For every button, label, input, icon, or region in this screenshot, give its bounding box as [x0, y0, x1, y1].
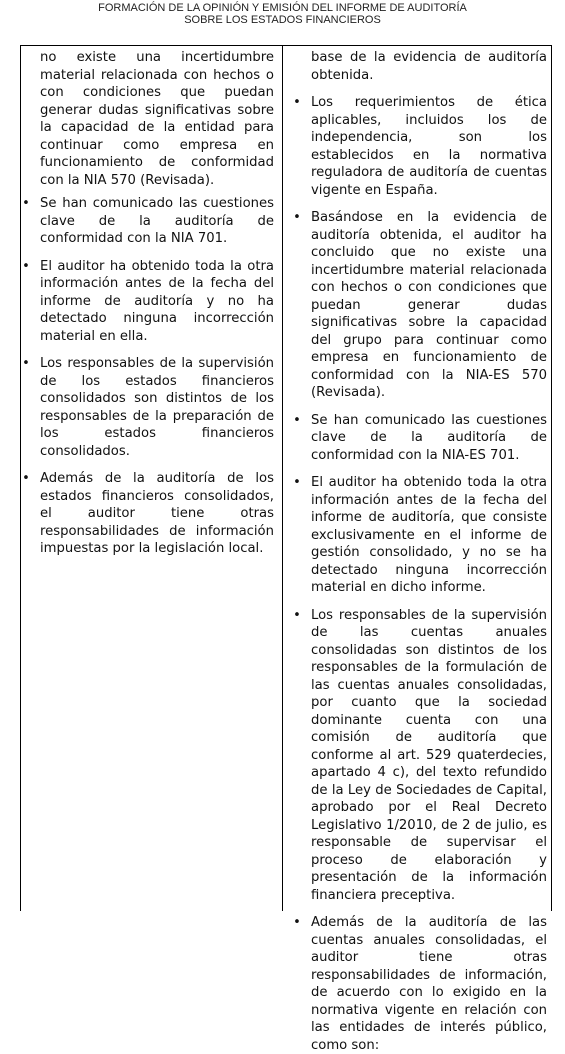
- right-list-item: [293, 209, 547, 402]
- right-list-item: [293, 94, 547, 199]
- right-list-item: [293, 914, 547, 1054]
- bullet-icon: •: [293, 915, 301, 930]
- right-list-item: [293, 474, 547, 597]
- right-item-text: El auditor ha obtenido toda la otra información antes de la fecha del informe de auditoría, que consiste exclusivamente en el informe de gestión consolidado, y no se ha detectado ninguna incorrección material en dicho informe.: [311, 475, 547, 595]
- right-column: [293, 45, 547, 1053]
- page-header: [0, 2, 565, 26]
- left-list-item: [22, 258, 274, 346]
- bullet-icon: •: [293, 607, 301, 623]
- left-continuation-text: no existe una incertidumbre material relacionada con hechos o con condiciones que puedan generar dudas significativas sobre la capacidad de la entidad para continuar como empresa en funcionamiento de conformidad con la NIA 570 (Revisada).: [40, 50, 274, 188]
- bullet-icon: •: [293, 475, 301, 490]
- column-divider: [282, 45, 283, 911]
- left-item-text: Además de la auditoría de los estados financieros consolidados, el auditor tiene otras responsabilidades de información impuestas por la legislación local.: [40, 471, 274, 556]
- right-list-item: [293, 607, 547, 905]
- right-list-item: [293, 412, 547, 465]
- right-continuation-text: base de la evidencia de auditoría obtenida.: [311, 50, 547, 83]
- right-item-text: Se han comunicado las cuestiones clave de la auditoría de conformidad con la NIA-ES 701.: [311, 412, 547, 463]
- left-item-text: Los responsables de la supervisión de los estados financieros consolidados son distintos de los responsables de la preparación de los estados financieros consolidados.: [40, 356, 274, 459]
- bullet-icon: •: [293, 412, 301, 428]
- bullet-icon: •: [22, 356, 30, 371]
- right-item-text: Los responsables de la supervisión de las cuentas anuales consolidadas son distintos de los responsables de la formulación de las cuentas anuales consolidadas, por cuanto que la sociedad dominante cuenta con una comisión de auditoría que conforme al art. 529 quaterdecies, apartado 4 c), del texto refundido de la Ley de Sociedades de Capital, aprobado por el Real Decreto Legislativo 1/2010, de 2 de julio, es responsable de supervisar el proceso de elaboración y presentación de la información financiera preceptiva.: [311, 607, 547, 903]
- bullet-icon: •: [22, 471, 30, 486]
- left-item-text: Se han comunicado las cuestiones clave de la auditoría de conformidad con la NIA 701.: [40, 196, 274, 246]
- left-item-text: El auditor ha obtenido toda la otra información antes de la fecha del informe de auditoría y no ha detectado ninguna incorrección material en ella.: [40, 258, 274, 344]
- left-column: [22, 45, 274, 911]
- header-line-2: SOBRE LOS ESTADOS FINANCIEROS: [184, 14, 381, 26]
- left-list-item: [22, 355, 274, 460]
- bullet-icon: •: [22, 258, 30, 274]
- left-list-item: [22, 195, 274, 248]
- right-item-text: Basándose en la evidencia de auditoría obtenida, el auditor ha concluido que no existe una incertidumbre material relacionada con hechos o con condiciones que puedan generar dudas significativas sobre la capacidad del grupo para continuar como empresa en funcionamiento de conformidad con la NIA-ES 570 (Revisada).: [311, 210, 547, 400]
- header-line-1: FORMACIÓN DE LA OPINIÓN Y EMISIÓN DEL INFORME DE AUDITORÍA: [98, 2, 467, 14]
- bullet-icon: •: [293, 95, 301, 110]
- right-item-text: Los requerimientos de ética aplicables, incluidos los de independencia, son los establecidos en la normativa reguladora de auditoría de cuentas vigente en España.: [311, 95, 547, 198]
- bullet-icon: •: [22, 196, 30, 211]
- left-list-item: [22, 470, 274, 558]
- bullet-icon: •: [293, 210, 301, 225]
- right-item-text: Además de la auditoría de las cuentas anuales consolidadas, el auditor tiene otras responsabilidades de información, de acuerdo con lo exigido en la normativa vigente en relación con las entidades de interés público, como son:: [311, 915, 547, 1053]
